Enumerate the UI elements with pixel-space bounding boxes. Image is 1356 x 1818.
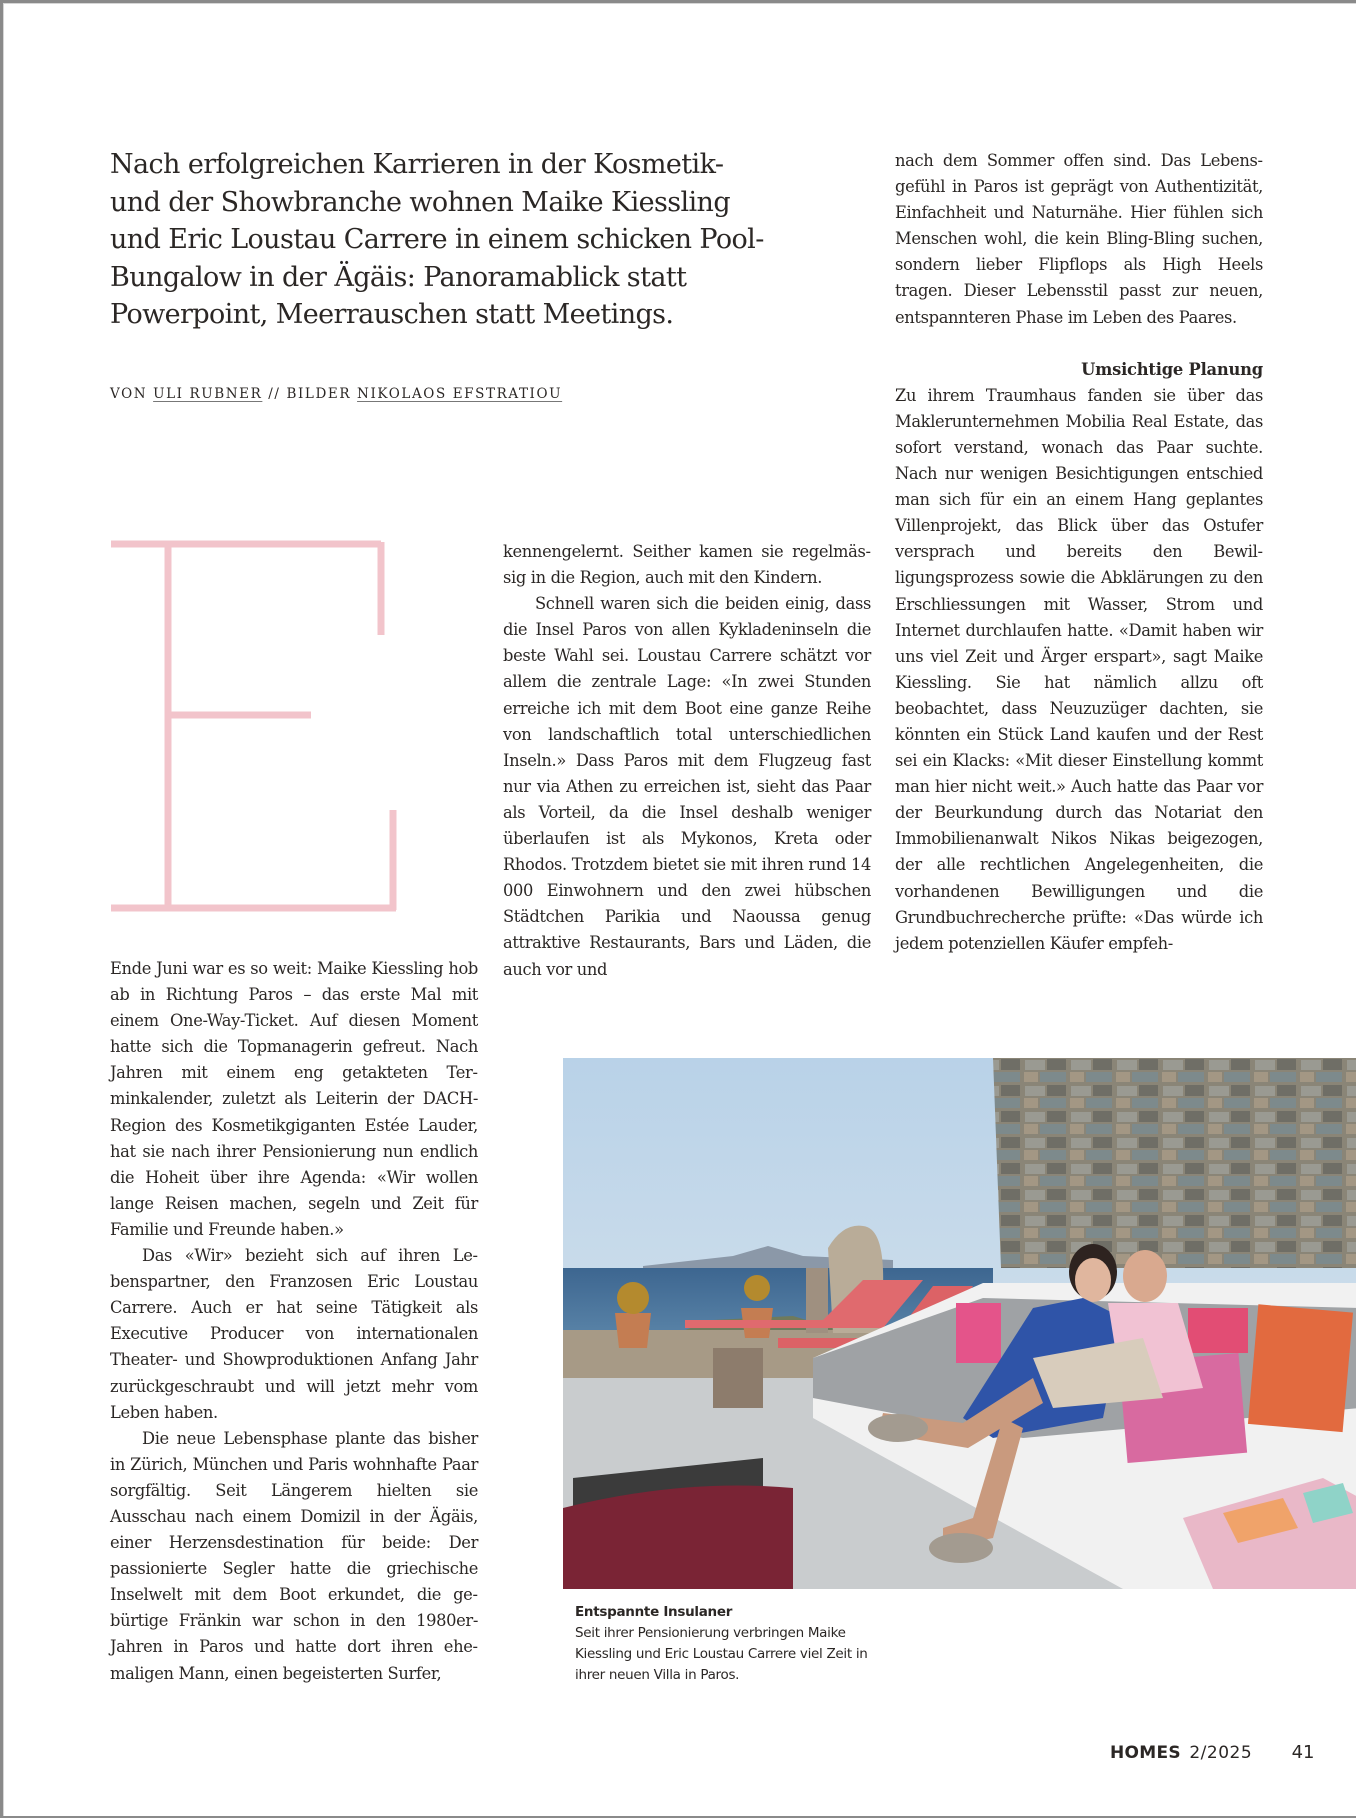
paragraph: Das «Wir» bezieht sich auf ihren Lebenspartner, den Franzosen Eric Loustau Carrere. Auch er hat seine Tätigkeit als Executive Producer von internationalen Theater- und Showproduktionen Anfang Jahr zurückgeschraubt und will jetzt mehr vom Leben haben. xyxy=(110,1246,478,1422)
photo-pillow-orange xyxy=(1248,1304,1353,1432)
photo-illustration xyxy=(563,1058,1356,1589)
byline xyxy=(110,386,562,402)
photographer-link[interactable]: NIKOLAOS EFSTRATIOU xyxy=(357,386,563,402)
dropcap-letter-e xyxy=(108,540,400,912)
caption-title: Entspannte Insulaner xyxy=(575,1604,733,1620)
photo-stool xyxy=(713,1348,763,1408)
paragraph: Zu ihrem Traumhaus fanden sie über das Maklerunternehmen Mobilia Real Estate, das sofort verstand, wonach das Paar suchte. Nach nur wenigen Besichtigungen entschied man sich für ein an einem Hang geplantes Villenprojekt, das Blick über das Ostufer versprach und bereits den Bewilligungsprozess sowie die Abklärungen zu den Erschliessungen mit Wasser, Strom und Internet durchlaufen hatte. «Damit haben wir uns viel Zeit und Ärger erspart», sagt Maike Kiessling. Sie hat nämlich allzu oft beobachtet, dass Neuzuzüger dachten, sie könnten ein Stück Land kaufen und der Rest sei ein Klacks: «Mit dieser Einstellung kommt man hier nicht weit.» Auch hatte das Paar vor der Beurkundung durch das Notariat den Immobilienanwalt Nikos Nikas beigezogen, der alle rechtlichen Angelegenheiten, die vorhandenen Bewilligungen und die Grundbuchrecherche prüfte: «Das würde ich jedem potenziellen Käufer empfeh- xyxy=(895,385,1263,953)
byline-prefix: VON xyxy=(110,386,148,402)
photo-pillow-magenta xyxy=(1188,1308,1248,1353)
page-footer xyxy=(1110,1742,1314,1763)
magazine-page xyxy=(3,3,1356,1816)
author-link[interactable]: ULI RUBNER xyxy=(153,386,263,402)
paragraph: Ende Juni war es so weit: Maike Kiessling hob ab in Richtung Paros – das erste Mal mit einem One-Way-Ticket. Auf diesen Moment hatte sich die Topmanagerin gefreut. Nach Jahren mit einem eng getakteten Terminkalender, zuletzt als Leiterin der DACH-Region des Kosmetikgiganten Estée Lauder, hat sie nach ihrer Pensionierung nun endlich die Hoheit über ihre Agenda: «Wir wollen lange Reisen machen, segeln und Zeit für Familie und Freunde haben.» xyxy=(110,959,478,1239)
paragraph: kennengelernt. Seither kamen sie regelmässig in die Region, auch mit den Kindern. xyxy=(503,542,871,588)
photo-plant-right xyxy=(744,1275,770,1301)
photo-pouf xyxy=(563,1486,793,1590)
photo-sneaker-1 xyxy=(868,1414,928,1442)
article-lead: Nach erfolgreichen Karrieren in der Kosmetik- und der Showbranche wohnen Maike Kiessling und Eric Loustau Carrere in einem schicken Pool-Bungalow in der Ägäis: Panoramablick statt Powerpoint, Meerrauschen statt Meetings. xyxy=(110,149,764,330)
magazine-name: HOMES xyxy=(1110,1743,1181,1763)
photo-pillow-pink xyxy=(956,1303,1001,1363)
dropcap-e-glyph xyxy=(108,540,400,912)
page-number: 41 xyxy=(1291,1742,1315,1763)
subheading: Umsichtige Planung xyxy=(1081,359,1263,379)
paragraph: nach dem Sommer offen sind. Das Lebensgefühl in Paros ist geprägt von Authentizität, Einfachheit und Naturnähe. Hier fühlen sich Menschen wohl, die kein Bling-Bling suchen, sondern lieber Flipflops als High Heels tragen. Dieser Lebensstil passt zur neuen, entspannteren Phase im Leben des Paares. xyxy=(895,151,1263,327)
text-column-3 xyxy=(895,148,1263,957)
article-photo xyxy=(563,1058,1356,1589)
photo-man-head xyxy=(1123,1250,1167,1302)
photo-woman-face xyxy=(1075,1258,1111,1302)
text-column-1 xyxy=(110,956,478,1687)
byline-separator: // BILDER xyxy=(268,386,352,402)
paragraph: Die neue Lebensphase plante das bisher in Zürich, München und Paris wohnhafte Paar sorgfältig. Seit Längerem hielten sie Ausschau nach einem Domizil in der Ägäis, einer Herzensdestination für beide: Der passionierte Segler hatte die griechische Inselwelt mit dem Boot erkundet, die gebürtige Fränkin war schon in den 1980er-Jahren in Paros und hatte dort ihren ehemaligen Mann, einen begeisterten Surfer, xyxy=(110,1428,478,1683)
photo-plant-left xyxy=(617,1282,649,1314)
photo-pot-left xyxy=(615,1313,651,1348)
text-column-2 xyxy=(503,539,871,983)
paragraph: Schnell waren sich die beiden einig, dass die Insel Paros von allen Kykladeninseln die beste Wahl sei. Loustau Carrere schätzt vor allem die zentrale Lage: «In zwei Stunden erreiche ich mit dem Boot eine ganze Reihe von landschaftlich total unterschiedlichen Inseln.» Dass Paros mit dem Flugzeug fast nur via Athen zu erreichen ist, sieht das Paar als Vorteil, da die Insel deshalb weniger überlaufen ist als Mykonos, Kreta oder Rhodos. Trotzdem bietet sie mit ihren rund 14 000 Einwohnern und den zwei hübschen Städtchen Parikia und Naoussa genug attraktive Restaurants, Bars und Läden, die auch vor und xyxy=(503,594,871,979)
issue-number: 2/2025 xyxy=(1189,1743,1253,1763)
caption-text: Seit ihrer Pensionierung verbringen Maike Kiessling und Eric Loustau Carrere viel Zeit in ihrer neuen Villa in Paros. xyxy=(575,1625,868,1683)
photo-caption xyxy=(575,1602,875,1686)
photo-sneaker-2 xyxy=(929,1533,993,1563)
photo-stone-wall xyxy=(993,1058,1356,1268)
